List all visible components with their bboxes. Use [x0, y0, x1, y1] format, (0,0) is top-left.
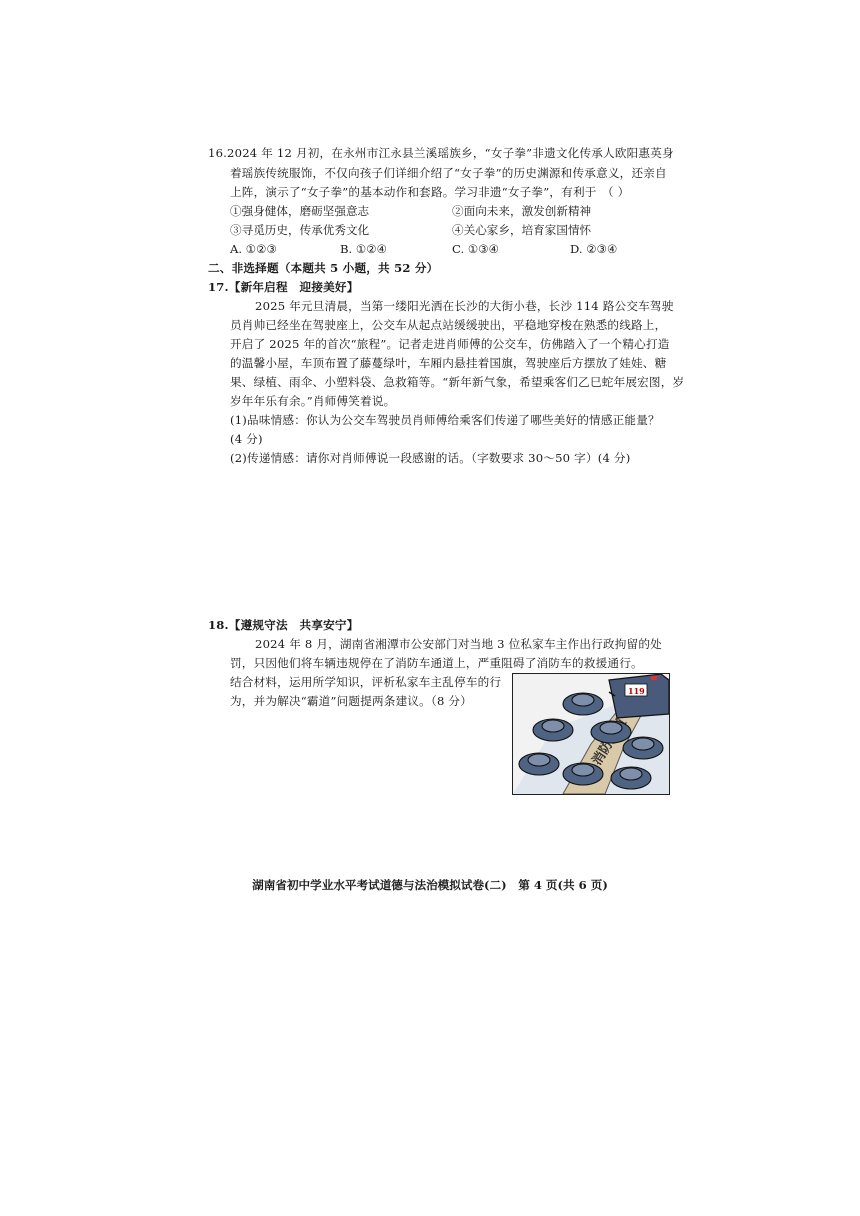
q17-material-line-6: 岁年年乐有余。”肖师傅笑着说。 [230, 394, 396, 408]
q17-heading: 17.【新年启程 迎接美好】 [208, 280, 359, 294]
q16-choice-d: D. ②③④ [570, 242, 618, 256]
q16-choice-c: C. ①③④ [452, 242, 500, 256]
q16-item-3: ③寻觅历史，传承优秀文化 [230, 223, 370, 237]
q17-material-line-1: 2025 年元旦清晨，当第一缕阳光洒在长沙的大街小巷，长沙 114 路公交车驾驶 [255, 299, 674, 313]
q18-task-line-2: 为，并为解决“霸道”问题提两条建议。（8 分） [230, 694, 472, 708]
q17-sub1-line-1: (1)品味情感：你认为公交车驾驶员肖师傅给乘客们传递了哪些美好的情感正能量？ [230, 413, 660, 427]
q17-material-line-4: 的温馨小屋，车顶布置了藤蔓绿叶，车厢内悬挂着国旗，驾驶座后方摆放了娃娃、糖 [230, 356, 667, 370]
car-icon [611, 767, 651, 789]
q17-material-line-5: 果、绿植、雨伞、小塑料袋、急救箱等。“新年新气象，希望乘客们乙巳蛇年展宏图，岁 [230, 375, 685, 389]
q17-sub2: (2)传递情感：请你对肖师傅说一段感谢的话。（字数要求 30～50 字）(4 分) [230, 451, 631, 465]
truck-number: 119 [628, 686, 645, 696]
q16-answer-paren: （ ） [602, 185, 630, 199]
q16-choice-a: A. ①②③ [230, 242, 277, 256]
q17-sub1-line-2: (4 分) [230, 432, 263, 446]
q16-item-2: ②面向未来，激发创新精神 [452, 204, 592, 218]
q17-material-line-2: 员肖帅已经坐在驾驶座上，公交车从起点站缓缓驶出，平稳地穿梭在熟悉的线路上， [230, 318, 667, 332]
car-icon [563, 693, 603, 715]
car-icon [519, 753, 559, 775]
q17-material-line-3: 开启了 2025 年的首次“旅程”。记者走进肖师傅的公交车，仿佛踏入了一个精心打造 [230, 337, 670, 351]
q16-stem-line-1: 16.2024 年 12 月初，在永州市江永县兰溪瑶族乡，“女子拳”非遗文化传承人欧阳惠英身 [208, 146, 674, 160]
q16-choice-b: B. ①②④ [340, 242, 388, 256]
section-2-heading: 二、非选择题（本题共 5 小题，共 52 分） [208, 261, 439, 275]
q16-stem-line-2: 着瑶族传统服饰，不仅向孩子们详细介绍了“女子拳”的历史渊源和传承意义，还亲自 [230, 166, 667, 180]
car-icon [533, 719, 573, 741]
illegal-parking-cartoon [512, 673, 670, 795]
car-icon [591, 721, 631, 743]
page-footer: 湖南省初中学业水平考试道德与法治模拟试卷(二) 第 4 页(共 6 页) [252, 878, 608, 892]
q18-task-line-1: 结合材料，运用所学知识，评析私家车主乱停车的行 [230, 675, 502, 689]
car-icon [563, 763, 603, 785]
q16-stem-line-3: 上阵，演示了“女子拳”的基本动作和套路。学习非遗“女子拳”，有利于 [230, 185, 597, 199]
car-icon [623, 737, 663, 759]
fire-truck-icon [609, 674, 669, 718]
cartoon-drawing [513, 674, 669, 794]
q18-material-line-1: 2024 年 8 月，湖南省湘潭市公安部门对当地 3 位私家车主作出行政拘留的处 [255, 637, 662, 651]
q16-item-4: ④关心家乡，培育家国情怀 [452, 223, 592, 237]
q18-material-line-2: 罚，只因他们将车辆违规停在了消防车通道上，严重阻碍了消防车的救援通行。 [230, 656, 643, 670]
q16-item-1: ①强身健体，磨砺坚强意志 [230, 204, 370, 218]
q18-heading: 18.【遵规守法 共享安宁】 [208, 618, 359, 632]
